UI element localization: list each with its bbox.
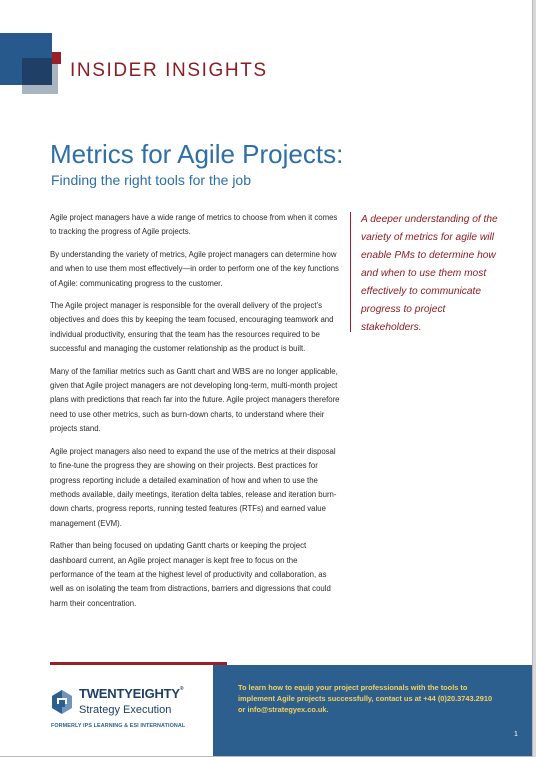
logo-subtitle: Strategy Execution <box>79 704 172 716</box>
body-paragraph: The Agile project manager is responsible for the overall delivery of the project’s objectives and does this by keeping the team focused, encouraging teamwork and individual productivity, ensuring that the team has the resources required to be successful and managing the customer relationship as the product is built. <box>50 301 334 354</box>
section-kicker: INSIDER INSIGHTS <box>70 60 268 81</box>
logo-brand-name: TWENTYEIGHTY <box>79 686 180 701</box>
footer-call-to-action: To learn how to equip your project professionals with the tools to implement Agile projects successfully, contact us at +44 (0)20.3743.2910 or info@strategyex.co.uk. <box>238 683 493 715</box>
trademark-symbol: ® <box>179 686 184 692</box>
page-subtitle: Finding the right tools for the job <box>51 172 252 188</box>
body-paragraph: Agile project managers also need to expand the use of the metrics at their disposal to fine-tune the progress they are showing on their projects. Best practices for progress reporting include a detailed examination of how and when to use the methods available, daily meetings, iteration delta tables, release and iteration burn-down charts, progress reports, running tested features (RTFs) and earned value management (EVM). <box>50 446 337 528</box>
body-paragraph: By understanding the variety of metrics, Agile project managers can determine how and when to use them most effectively—in order to perform one of the key functions of Agile: communicating progress to the customer. <box>50 249 339 288</box>
pull-quote: A deeper understanding of the variety of metrics for agile will enable PMs to determine how and when to use them most effectively to communicate progress to project stakeholders. <box>361 214 498 333</box>
logo-former-names: FORMERLY IPS LEARNING & ESI INTERNATIONAL <box>51 723 186 729</box>
decorative-square-red <box>52 52 61 64</box>
body-paragraph: Rather than being focused on updating Gantt charts or keeping the project dashboard current, an Agile project manager is kept free to focus on the performance of the team at the highest level of productivity and collaboration, as well as on isolating the team from distractions, barriers and digressions that could harm their concentration. <box>50 541 331 608</box>
company-logo-icon <box>51 689 73 715</box>
logo-brand-text <box>79 686 183 701</box>
decorative-square-navy <box>22 58 52 85</box>
page-title: Metrics for Agile Projects: <box>50 139 344 169</box>
page-number: 1 <box>514 731 518 738</box>
footer-accent-bar <box>50 662 226 665</box>
article-body <box>50 211 340 619</box>
body-paragraph: Agile project managers have a wide range of metrics to choose from when it comes to tracking the progress of Agile projects. <box>50 213 338 237</box>
body-paragraph: Many of the familiar metrics such as Gantt chart and WBS are no longer applicable, given that Agile project managers are not developing long-term, multi-month project plans with predictions that reach far into the future. Agile project managers therefore need to use other metrics, such as burn-down charts, to understand where their projects stand. <box>50 366 340 434</box>
pull-quote-rule <box>350 212 351 332</box>
